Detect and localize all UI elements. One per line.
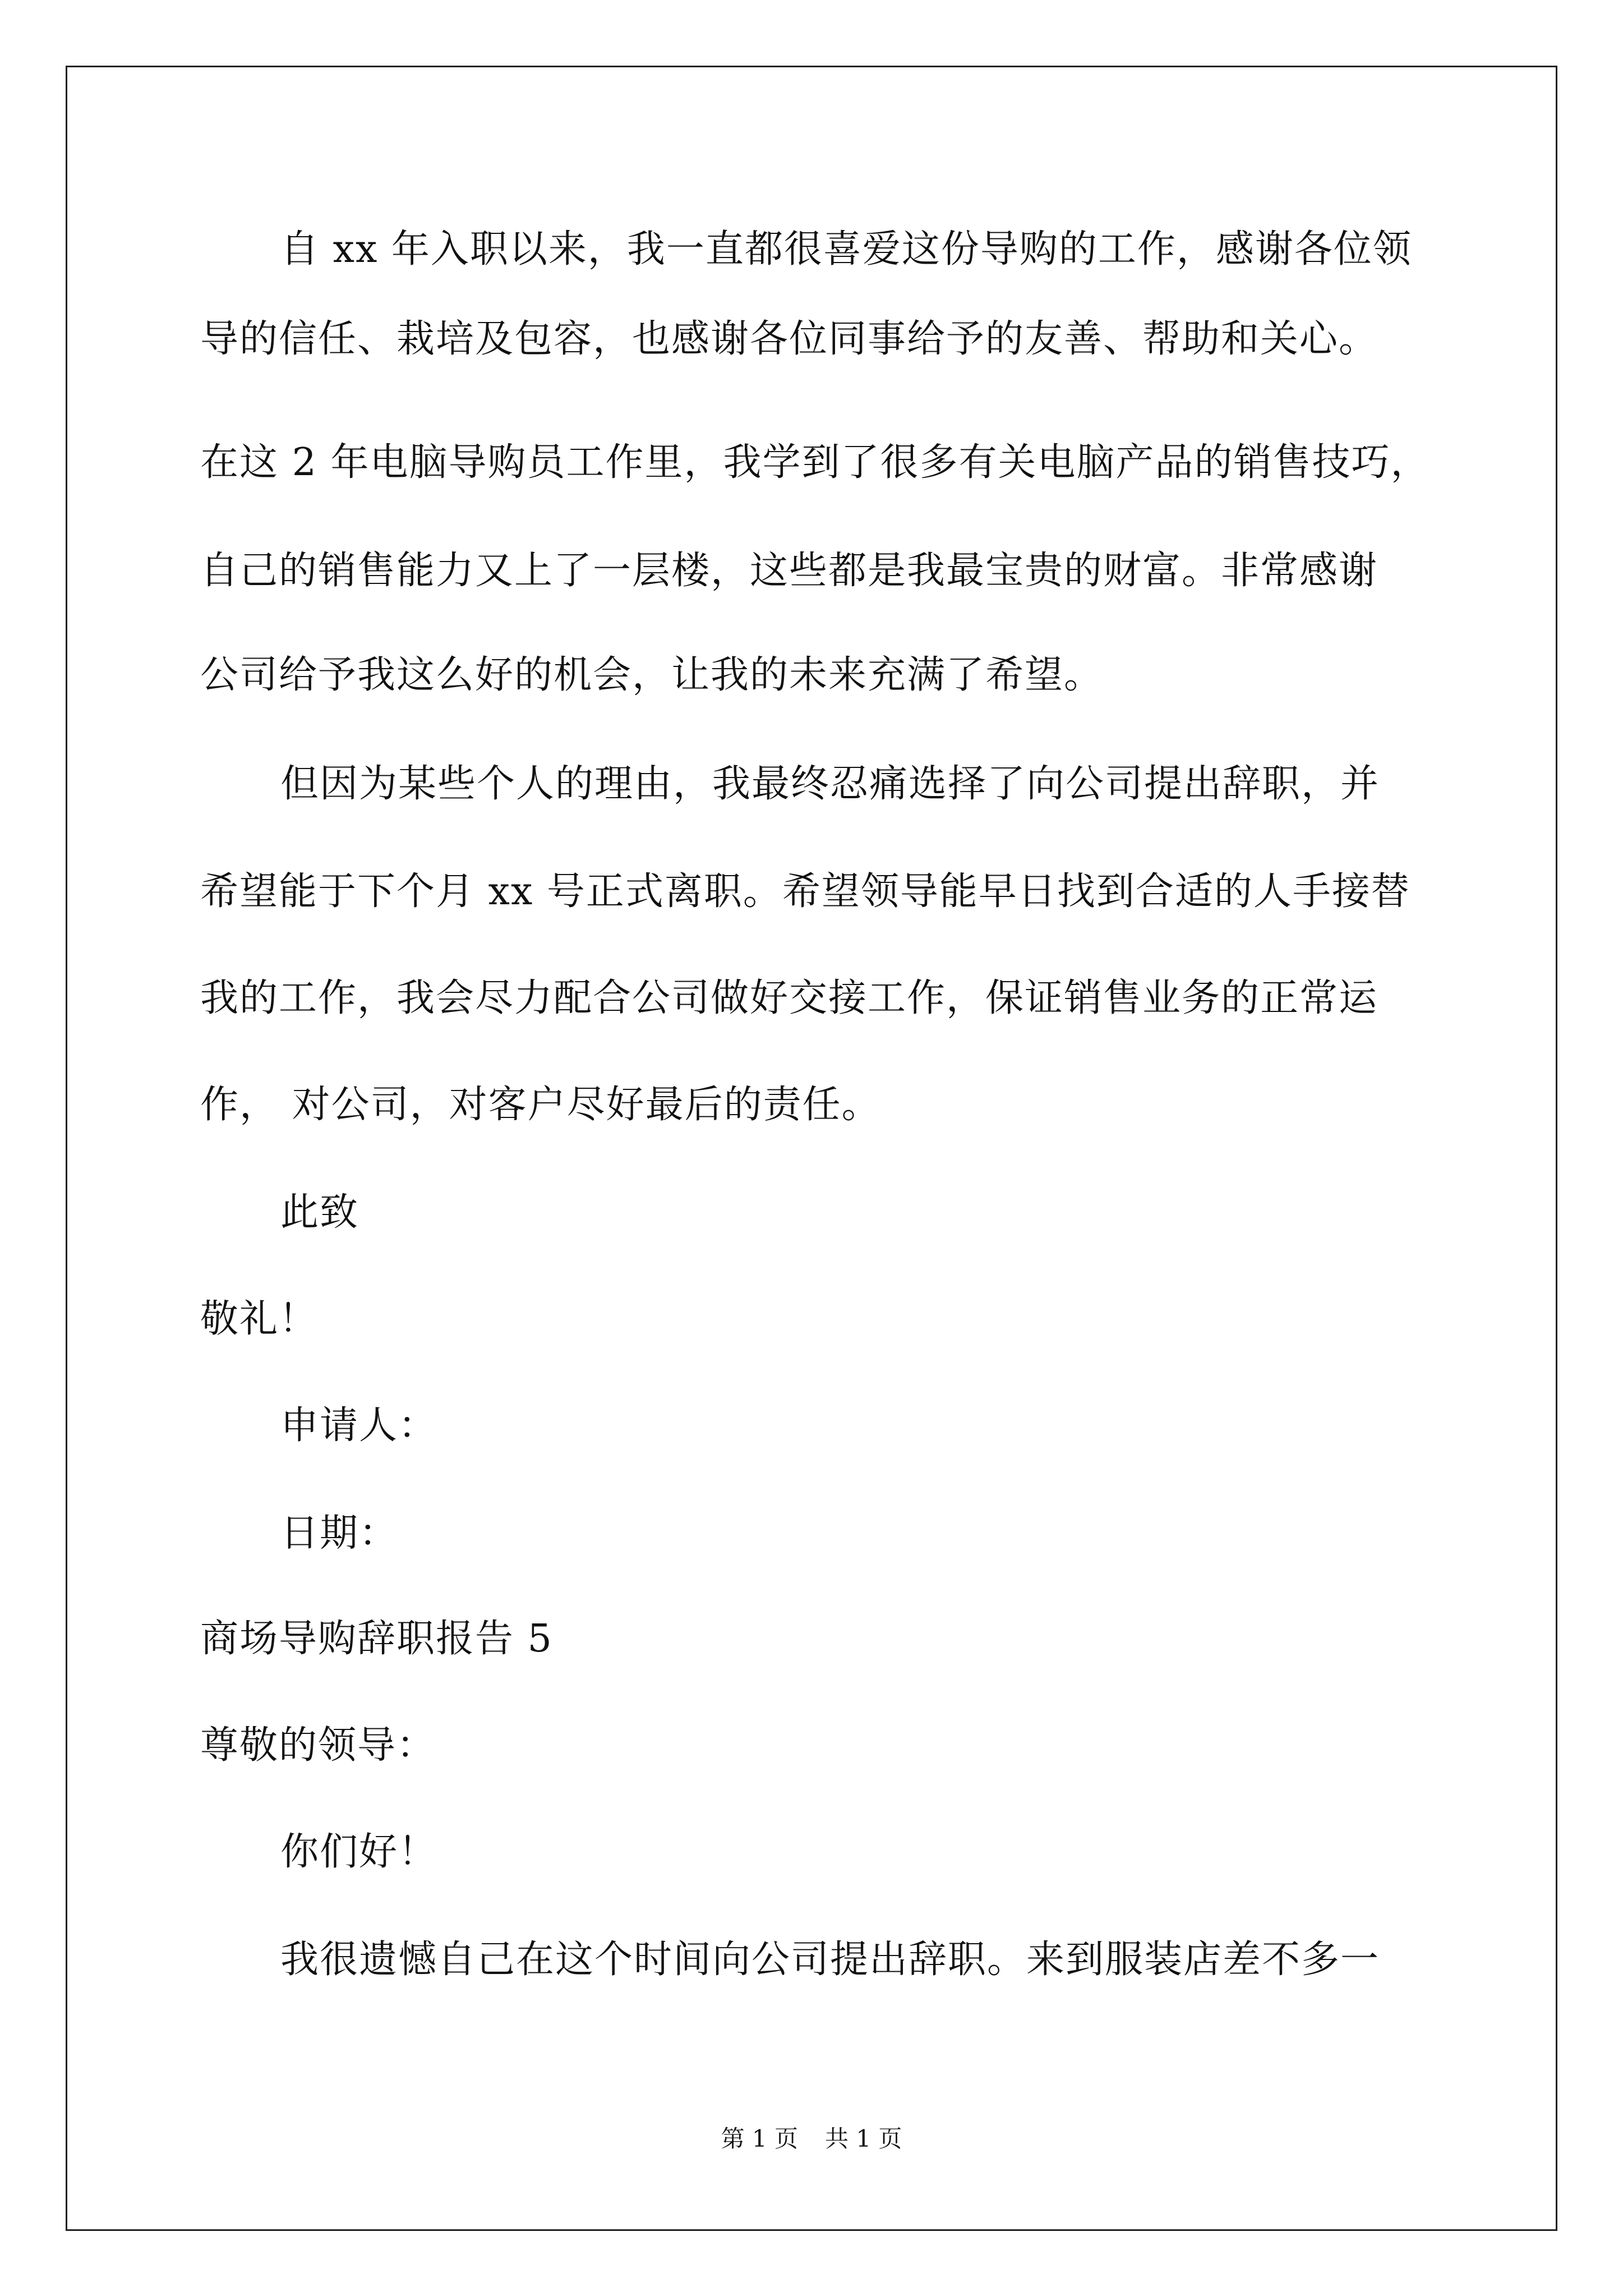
paragraph-line: 但因为某些个人的理由，我最终忍痛选择了向公司提出辞职，并 (280, 762, 1380, 806)
paragraph-line: 导的信任、栽培及包容，也感谢各位同事给予的友善、帮助和关心。 (200, 317, 1378, 361)
applicant-line: 申请人： (280, 1404, 438, 1448)
date-line: 日期： (280, 1511, 399, 1556)
paragraph-line: 自 xx 年入职以来，我一直都很喜爱这份导购的工作，感谢各位领 (280, 227, 1412, 272)
paragraph-line: 我的工作，我会尽力配合公司做好交接工作，保证销售业务的正常运 (200, 976, 1378, 1020)
paragraph-line: 作， 对公司，对客户尽好最后的责任。 (200, 1083, 881, 1127)
salutation-line: 敬礼！ (200, 1297, 319, 1341)
paragraph-line: 公司给予我这么好的机会，让我的未来充满了希望。 (200, 653, 1104, 697)
page-number: 第 1 页 (721, 2125, 798, 2152)
paragraph-line: 我很遗憾自己在这个时间向公司提出辞职。来到服装店差不多一 (280, 1938, 1380, 1982)
page-border (66, 66, 1557, 2231)
section-title: 商场导购辞职报告 5 (200, 1617, 553, 1661)
greeting-line: 你们好！ (280, 1830, 438, 1874)
greeting-line: 尊敬的领导： (200, 1723, 436, 1768)
paragraph-line: 在这 2 年电脑导购员工作里，我学到了很多有关电脑产品的销售技巧， (200, 440, 1430, 485)
paragraph-line: 希望能于下个月 xx 号正式离职。希望领导能早日找到合适的人手接替 (200, 869, 1410, 914)
page-footer (0, 2123, 1623, 2155)
page-total: 共 1 页 (825, 2125, 902, 2152)
closing-line: 此致 (280, 1190, 359, 1235)
paragraph-line: 自己的销售能力又上了一层楼，这些都是我最宝贵的财富。非常感谢 (200, 549, 1378, 593)
